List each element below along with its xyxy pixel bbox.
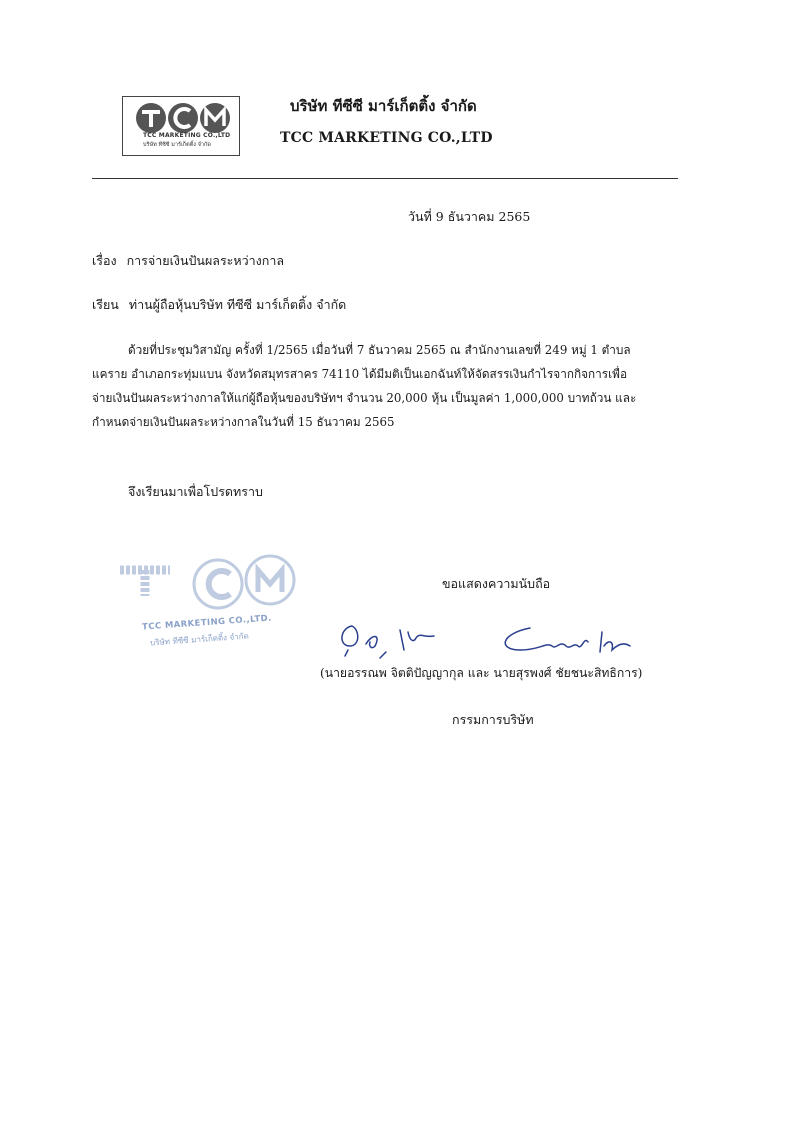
logo-thai-name: บริษัท ทีซีซี มาร์เก็ตติ้ง จำกัด xyxy=(143,142,211,148)
subject-label: เรื่อง xyxy=(92,253,117,268)
subject-line xyxy=(92,251,284,271)
regards-text: ขอแสดงความนับถือ xyxy=(442,576,551,591)
recipient-text: ท่านผู้ถือหุ้นบริษัท ทีซีซี มาร์เก็ตติ้ง จำกัด xyxy=(128,297,347,312)
logo-english-name: TCC MARKETING CO.,LTD xyxy=(143,132,231,139)
recipient-line xyxy=(92,295,346,315)
body-line: จ่ายเงินปันผลระหว่างกาลให้แก่ผู้ถือหุ้นของบริษัทฯ จำนวน 20,000 หุ้น เป็นมูลค่า 1,000,000 บาทถ้วน และ xyxy=(92,391,637,405)
signature-2 xyxy=(490,616,640,660)
closing-sentence: จึงเรียนมาเพื่อโปรดทราบ xyxy=(128,484,263,499)
header-divider xyxy=(92,178,678,179)
company-name-english: TCC MARKETING CO.,LTD xyxy=(280,130,493,146)
body-line: ด้วยที่ประชุมวิสามัญ ครั้งที่ 1/2565 เมื่อวันที่ 7 ธันวาคม 2565 ณ สำนักงานเลขที่ 249 หมู่ 1 ตำบล xyxy=(128,343,631,357)
body-line: กำหนดจ่ายเงินปันผลระหว่างกาลในวันที่ 15 ธันวาคม 2565 xyxy=(92,415,395,429)
body-paragraph xyxy=(92,338,692,434)
stamp-thai-text: บริษัท ทีซีซี มาร์เก็ตติ้ง จำกัด xyxy=(149,631,250,648)
body-line: แคราย อำเภอกระทุ่มแบน จังหวัดสมุทรสาคร 74110 ได้มีมติเป็นเอกฉันท์ให้จัดสรรเงินกำไรจากกิจการเพื่อ xyxy=(92,367,628,381)
letter-date: วันที่ 9 ธันวาคม 2565 xyxy=(408,209,531,224)
recipient-label: เรียน xyxy=(92,297,119,312)
company-logo xyxy=(122,96,240,156)
signature-1 xyxy=(330,612,450,662)
company-name-thai: บริษัท ทีซีซี มาร์เก็ตติ้ง จำกัด xyxy=(290,97,477,115)
stamp-english-text: TCC MARKETING CO.,LTD. xyxy=(141,613,273,633)
signatory-names: (นายอรรณพ จิตติปัญญากุล และ นายสุรพงศ์ ชัยชนะสิทธิการ) xyxy=(320,666,643,680)
subject-text: การจ่ายเงินปันผลระหว่างกาล xyxy=(126,253,285,268)
signatory-position: กรรมการบริษัท xyxy=(452,712,534,727)
